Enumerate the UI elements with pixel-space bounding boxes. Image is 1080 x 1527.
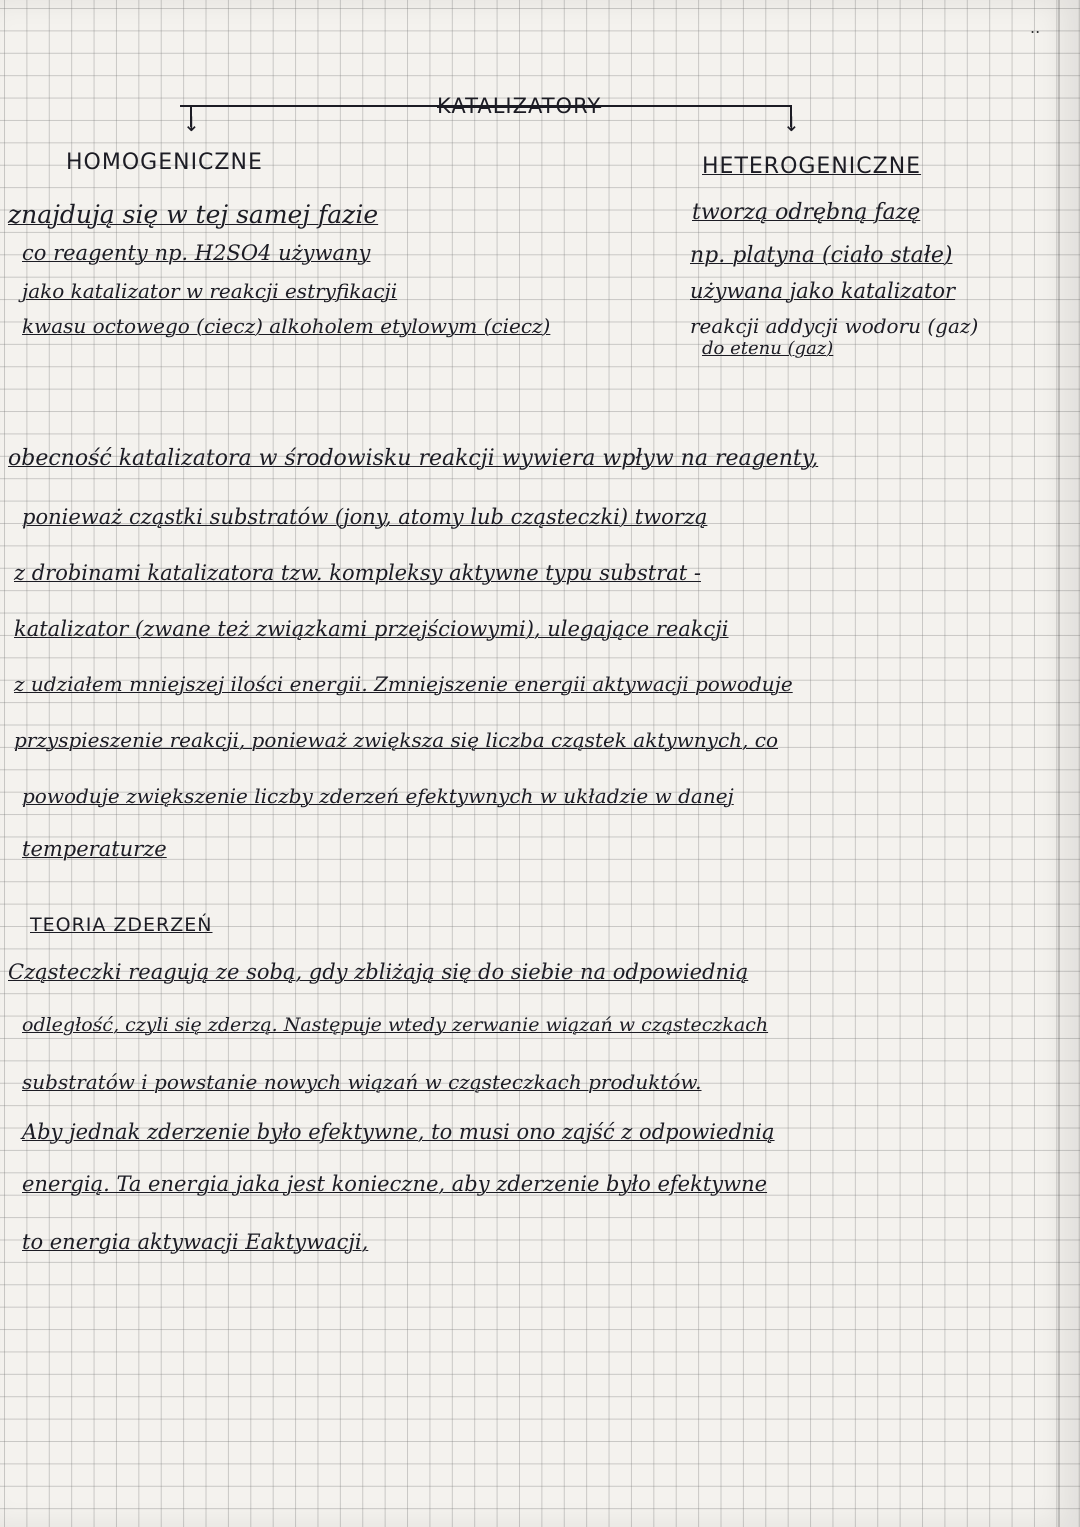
explanation-line-7: powoduje zwiększenie liczby zderzeń efektywnych w układzie w danej [22, 784, 734, 808]
explanation-line-8: temperaturze [22, 837, 167, 861]
explanation-line-3: z drobinami katalizatora tzw. kompleksy aktywne typu substrat - [14, 561, 701, 585]
collision-line-1: Cząsteczki reagują ze sobą, gdy zbliżają się do siebie na odpowiednią [8, 960, 749, 984]
collision-line-6: to energia aktywacji Eaktywacji, [22, 1230, 369, 1254]
collision-line-2: odległość, czyli się zderzą. Następuje wtedy zerwanie wiązań w cząsteczkach [22, 1014, 769, 1036]
heterogeneous-line-1: tworzą odrębną fazę [692, 200, 921, 225]
explanation-line-5: z udziałem mniejszej ilości energii. Zmniejszenie energii aktywacji powoduje [14, 672, 793, 696]
homogeneous-line-4: kwasu octowego (ciecz) alkoholem etylowym (ciecz) [22, 314, 551, 338]
arrow-down-icon: ↓ [183, 112, 200, 136]
homogeneous-line-3: jako katalizator w reakcji estryfikacji [22, 279, 398, 303]
heterogeneous-line-5: do etenu (gaz) [702, 338, 834, 359]
explanation-line-4: katalizator (zwane też związkami przejściowymi), ulegające reakcji [14, 617, 729, 641]
heterogeneous-line-4: reakcji addycji wodoru (gaz) [690, 314, 979, 338]
explanation-line-1: obecność katalizatora w środowisku reakcji wywiera wpływ na reagenty, [8, 446, 819, 471]
homogeneous-heading: HOMOGENICZNE [66, 150, 263, 175]
page-title: KATALIZATORY [437, 94, 602, 118]
explanation-line-6: przyspieszenie reakcji, ponieważ zwiększa się liczba cząstek aktywnych, co [14, 728, 779, 752]
heterogeneous-line-2: np. platyna (ciało stałe) [690, 243, 953, 268]
homogeneous-line-1: znajdują się w tej samej fazie [8, 200, 379, 229]
corner-mark: .. [1030, 18, 1041, 37]
collision-line-5: energią. Ta energia jaka jest konieczne, aby zderzenie było efektywne [22, 1172, 768, 1196]
collision-theory-heading: TEORIA ZDERZEŃ [30, 914, 213, 936]
arrow-down-icon: ↓ [783, 112, 800, 136]
collision-line-3: substratów i powstanie nowych wiązań w cząsteczkach produktów. [22, 1070, 702, 1094]
homogeneous-line-2: co reagenty np. H2SO4 używany [22, 241, 371, 265]
heterogeneous-line-3: używana jako katalizator [690, 279, 956, 303]
page-margin-line [1058, 0, 1060, 1527]
explanation-line-2: ponieważ cząstki substratów (jony, atomy lub cząsteczki) tworzą [22, 505, 708, 529]
collision-line-4: Aby jednak zderzenie było efektywne, to musi ono zajść z odpowiednią [22, 1120, 775, 1144]
heterogeneous-heading: HETEROGENICZNE [702, 154, 922, 179]
